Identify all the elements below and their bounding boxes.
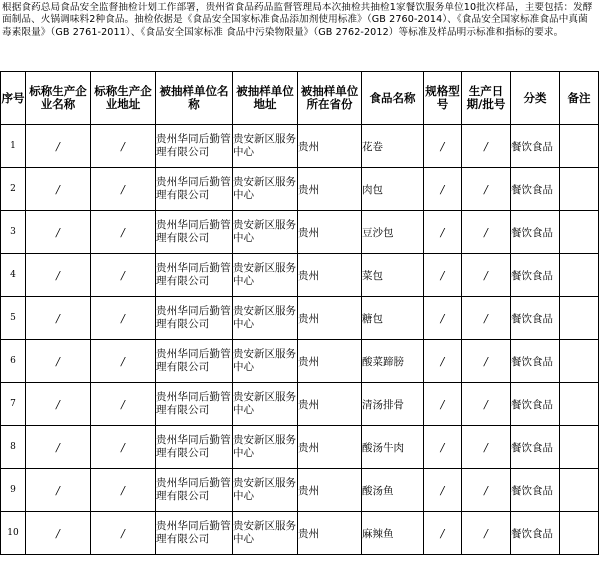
cell-seq: 3: [1, 211, 26, 254]
cell-seq: 9: [1, 469, 26, 512]
cell-seq: 2: [1, 168, 26, 211]
cell-production-date: /: [462, 426, 511, 469]
table-row: [1, 211, 599, 254]
intro-paragraph: 根据食药总局食品安全监督抽检计划工作部署，贵州省食品药品监督管理局本次抽检共抽检1家餐饮服务单位10批次样品，主要包括：发酵面制品、火锅调味料2种食品。抽检依据是《食品安全国家标准食品添加剂使用标准》（GB 2760-2014）、《食品安全国家标准食品中真菌毒素限量》（GB 2761-2011）、《食品安全国家标准 食品中污染物限量》（GB 2762-2012）等标准及样品明示标准和指标的要求。: [2, 2, 593, 38]
sampling-table: [0, 71, 599, 555]
cell-category: 餐饮食品: [511, 426, 560, 469]
cell-production-date: /: [462, 340, 511, 383]
cell-note: [560, 469, 599, 512]
cell-category: 餐饮食品: [511, 340, 560, 383]
cell-food-name: 酸汤鱼: [362, 469, 424, 512]
cell-province: 贵州: [298, 297, 362, 340]
cell-production-date: /: [462, 469, 511, 512]
table-row: [1, 297, 599, 340]
cell-province: 贵州: [298, 512, 362, 555]
table-row: [1, 512, 599, 555]
cell-manufacturer-address: /: [91, 426, 156, 469]
cell-spec: /: [424, 211, 462, 254]
cell-manufacturer-address: /: [91, 125, 156, 168]
cell-sampled-unit-address: 贵安新区服务中心: [233, 211, 298, 254]
cell-province: 贵州: [298, 125, 362, 168]
cell-sampled-unit-name: 贵州华同后勤管理有限公司: [156, 512, 233, 555]
table-row: [1, 125, 599, 168]
cell-note: [560, 254, 599, 297]
cell-note: [560, 168, 599, 211]
cell-sampled-unit-address: 贵安新区服务中心: [233, 125, 298, 168]
header-production-date: 生产日期/批号: [462, 72, 511, 125]
cell-sampled-unit-name: 贵州华同后勤管理有限公司: [156, 211, 233, 254]
cell-seq: 4: [1, 254, 26, 297]
cell-manufacturer-name: /: [26, 383, 91, 426]
cell-province: 贵州: [298, 211, 362, 254]
header-seq: 序号: [1, 72, 26, 125]
cell-manufacturer-name: /: [26, 254, 91, 297]
cell-sampled-unit-name: 贵州华同后勤管理有限公司: [156, 297, 233, 340]
cell-manufacturer-address: /: [91, 297, 156, 340]
cell-manufacturer-address: /: [91, 340, 156, 383]
cell-manufacturer-name: /: [26, 168, 91, 211]
cell-note: [560, 125, 599, 168]
cell-spec: /: [424, 383, 462, 426]
header-note: 备注: [560, 72, 599, 125]
cell-category: 餐饮食品: [511, 512, 560, 555]
cell-note: [560, 383, 599, 426]
cell-food-name: 糖包: [362, 297, 424, 340]
header-spec: 规格型号: [424, 72, 462, 125]
cell-spec: /: [424, 125, 462, 168]
cell-seq: 6: [1, 340, 26, 383]
cell-sampled-unit-address: 贵安新区服务中心: [233, 340, 298, 383]
table-row: [1, 254, 599, 297]
cell-production-date: /: [462, 297, 511, 340]
cell-sampled-unit-address: 贵安新区服务中心: [233, 383, 298, 426]
cell-manufacturer-name: /: [26, 426, 91, 469]
cell-category: 餐饮食品: [511, 254, 560, 297]
cell-category: 餐饮食品: [511, 168, 560, 211]
cell-food-name: 菜包: [362, 254, 424, 297]
cell-province: 贵州: [298, 340, 362, 383]
cell-category: 餐饮食品: [511, 297, 560, 340]
header-sampled-unit-name: 被抽样单位名称: [156, 72, 233, 125]
cell-note: [560, 512, 599, 555]
cell-seq: 7: [1, 383, 26, 426]
cell-sampled-unit-name: 贵州华同后勤管理有限公司: [156, 340, 233, 383]
cell-category: 餐饮食品: [511, 383, 560, 426]
cell-seq: 8: [1, 426, 26, 469]
cell-sampled-unit-address: 贵安新区服务中心: [233, 469, 298, 512]
cell-manufacturer-address: /: [91, 254, 156, 297]
cell-province: 贵州: [298, 469, 362, 512]
cell-sampled-unit-name: 贵州华同后勤管理有限公司: [156, 383, 233, 426]
cell-food-name: 酸菜蹄膀: [362, 340, 424, 383]
cell-production-date: /: [462, 125, 511, 168]
header-manufacturer-name: 标称生产企业名称: [26, 72, 91, 125]
table-row: [1, 383, 599, 426]
cell-sampled-unit-address: 贵安新区服务中心: [233, 426, 298, 469]
cell-spec: /: [424, 340, 462, 383]
header-row: [1, 72, 599, 125]
cell-manufacturer-name: /: [26, 469, 91, 512]
cell-sampled-unit-name: 贵州华同后勤管理有限公司: [156, 254, 233, 297]
cell-note: [560, 426, 599, 469]
cell-manufacturer-address: /: [91, 168, 156, 211]
cell-seq: 1: [1, 125, 26, 168]
cell-sampled-unit-address: 贵安新区服务中心: [233, 254, 298, 297]
cell-sampled-unit-name: 贵州华同后勤管理有限公司: [156, 469, 233, 512]
cell-note: [560, 297, 599, 340]
header-category: 分类: [511, 72, 560, 125]
cell-province: 贵州: [298, 426, 362, 469]
cell-seq: 10: [1, 512, 26, 555]
cell-spec: /: [424, 426, 462, 469]
table-row: [1, 469, 599, 512]
cell-production-date: /: [462, 168, 511, 211]
cell-province: 贵州: [298, 254, 362, 297]
cell-manufacturer-address: /: [91, 469, 156, 512]
cell-manufacturer-name: /: [26, 125, 91, 168]
cell-province: 贵州: [298, 383, 362, 426]
cell-spec: /: [424, 254, 462, 297]
cell-sampled-unit-address: 贵安新区服务中心: [233, 168, 298, 211]
cell-spec: /: [424, 512, 462, 555]
header-food-name: 食品名称: [362, 72, 424, 125]
cell-sampled-unit-address: 贵安新区服务中心: [233, 512, 298, 555]
cell-manufacturer-name: /: [26, 512, 91, 555]
header-sampled-unit-address: 被抽样单位地址: [233, 72, 298, 125]
cell-production-date: /: [462, 512, 511, 555]
cell-spec: /: [424, 469, 462, 512]
cell-manufacturer-address: /: [91, 512, 156, 555]
cell-manufacturer-name: /: [26, 340, 91, 383]
cell-food-name: 花卷: [362, 125, 424, 168]
cell-category: 餐饮食品: [511, 125, 560, 168]
cell-manufacturer-name: /: [26, 297, 91, 340]
cell-sampled-unit-address: 贵安新区服务中心: [233, 297, 298, 340]
cell-spec: /: [424, 297, 462, 340]
cell-production-date: /: [462, 211, 511, 254]
cell-manufacturer-address: /: [91, 211, 156, 254]
cell-note: [560, 340, 599, 383]
table-row: [1, 340, 599, 383]
cell-seq: 5: [1, 297, 26, 340]
header-manufacturer-address: 标称生产企业地址: [91, 72, 156, 125]
cell-manufacturer-name: /: [26, 211, 91, 254]
cell-manufacturer-address: /: [91, 383, 156, 426]
cell-food-name: 清汤排骨: [362, 383, 424, 426]
cell-category: 餐饮食品: [511, 211, 560, 254]
cell-note: [560, 211, 599, 254]
table-row: [1, 168, 599, 211]
cell-production-date: /: [462, 254, 511, 297]
cell-spec: /: [424, 168, 462, 211]
cell-category: 餐饮食品: [511, 469, 560, 512]
header-province: 被抽样单位所在省份: [298, 72, 362, 125]
cell-food-name: 酸汤牛肉: [362, 426, 424, 469]
cell-province: 贵州: [298, 168, 362, 211]
cell-sampled-unit-name: 贵州华同后勤管理有限公司: [156, 125, 233, 168]
cell-sampled-unit-name: 贵州华同后勤管理有限公司: [156, 426, 233, 469]
cell-food-name: 麻辣鱼: [362, 512, 424, 555]
cell-food-name: 肉包: [362, 168, 424, 211]
cell-sampled-unit-name: 贵州华同后勤管理有限公司: [156, 168, 233, 211]
table-row: [1, 426, 599, 469]
cell-food-name: 豆沙包: [362, 211, 424, 254]
cell-production-date: /: [462, 383, 511, 426]
